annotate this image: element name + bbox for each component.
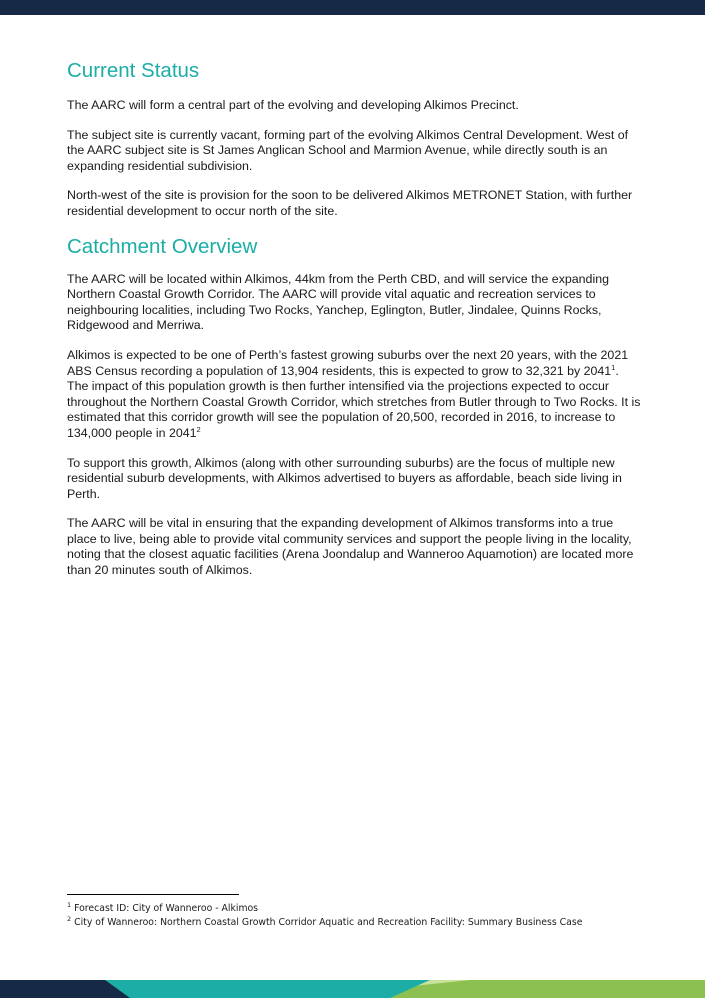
footnote-separator xyxy=(67,894,239,895)
current-status-paragraph-2: The subject site is currently vacant, forming part of the evolving Alkimos Central Development. West of the AARC subject site is St James Anglican School and Marmion Avenue, while directly south is an expanding residential subdivision. xyxy=(67,127,629,173)
footnotes xyxy=(67,894,647,930)
footnote-ref-2: 2 xyxy=(196,424,201,434)
top-header-bar xyxy=(0,0,705,15)
page-content xyxy=(67,58,642,593)
bottom-decorative-band xyxy=(0,980,705,998)
footnote-1-number: 1 xyxy=(67,900,72,909)
footnote-ref-1: 1 xyxy=(611,362,616,372)
heading-catchment-overview: Catchment Overview xyxy=(67,234,258,258)
catchment-paragraph-2 xyxy=(67,348,642,442)
catchment-paragraph-3: To support this growth, Alkimos (along with other surrounding suburbs) are the focus of multiple new residential suburb developments, with Alkimos advertised to buyers as affordable, beach side living in Perth. xyxy=(67,455,622,501)
heading-current-status: Current Status xyxy=(67,59,200,82)
footnote-2-number: 2 xyxy=(67,914,72,923)
catchment-paragraph-2-text-a: Alkimos is expected to be one of Perth’s fastest growing suburbs over the next 20 years, with the 2021 ABS Census recording a population of 13,904 residents, this is expected to grow to 32,321 by 2041 xyxy=(67,347,629,378)
current-status-paragraph-1: The AARC will form a central part of the evolving and developing Alkimos Precinct. xyxy=(67,98,519,112)
footnote-2-text: City of Wanneroo: Northern Coastal Growth Corridor Aquatic and Recreation Facility: Summary Business Case xyxy=(71,917,583,928)
catchment-paragraph-2-text-b: . The impact of this population growth is then further intensified via the projections expected to occur throughout the Northern Coastal Growth Corridor, which stretches from Butler through to Two Rocks. It is estimated that this corridor growth will see the population of 20,500, recorded in 2016, to increase to 134,000 people in 2041 xyxy=(67,363,641,440)
footnote-1-text: Forecast ID: City of Wanneroo - Alkimos xyxy=(71,903,259,914)
current-status-paragraph-3: North-west of the site is provision for the soon to be delivered Alkimos METRONET Station, with further residential development to occur north of the site. xyxy=(67,188,633,218)
footnote-1 xyxy=(67,902,647,916)
footnote-2 xyxy=(67,916,647,930)
catchment-paragraph-4: The AARC will be vital in ensuring that the expanding development of Alkimos transforms into a true place to live, being able to provide vital community services and support the people living in the locality, noting that the closest aquatic facilities (Arena Joondalup and Wanneroo Aquamotion) are located more than 20 minutes south of Alkimos. xyxy=(67,516,634,578)
catchment-paragraph-1: The AARC will be located within Alkimos, 44km from the Perth CBD, and will service the expanding Northern Coastal Growth Corridor. The AARC will provide vital aquatic and recreation services to neighbouring localities, including Two Rocks, Yanchep, Eglington, Butler, Jindalee, Quinns Rocks, Ridgewood and Merriwa. xyxy=(67,271,609,333)
